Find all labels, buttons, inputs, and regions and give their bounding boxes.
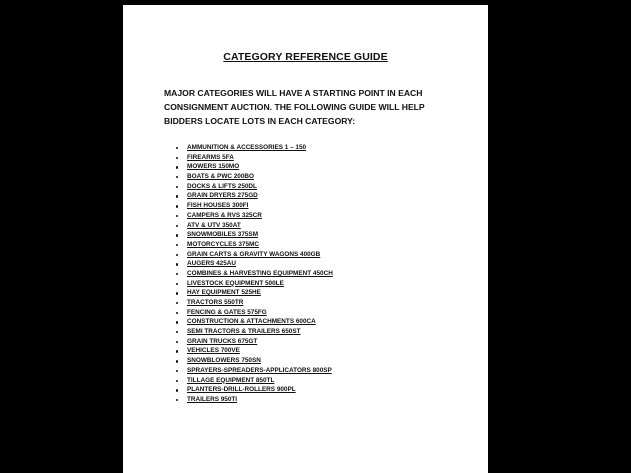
category-label: SNOWBLOWERS 750SN — [187, 357, 261, 365]
category-label: DOCKS & LIFTS 250DL — [187, 182, 257, 190]
category-label: AMMUNITION & ACCESSORIES 1 – 150 — [187, 144, 307, 151]
category-label: FISH HOUSES 300FI — [187, 202, 249, 210]
category-label: TILLAGE EQUIPMENT 850TL — [187, 376, 275, 384]
category-item — [164, 269, 333, 279]
category-label: GRAIN CARTS & GRAVITY WAGONS 400GB — [187, 250, 321, 258]
category-item — [164, 356, 333, 366]
category-item — [164, 346, 333, 356]
bullet-icon — [176, 147, 178, 149]
category-item — [164, 153, 333, 163]
bullet-icon — [176, 350, 178, 352]
bullet-icon — [176, 360, 178, 362]
bullet-icon — [176, 166, 178, 168]
bullet-icon — [176, 215, 178, 217]
category-item — [164, 240, 333, 250]
category-label: SEMI TRACTORS & TRAILERS 650ST — [187, 328, 301, 336]
category-item — [164, 337, 333, 347]
document-page — [123, 5, 488, 473]
category-item — [164, 221, 333, 231]
category-label: ATV & UTV 350AT — [187, 221, 241, 229]
category-list — [164, 143, 333, 405]
category-label: MOTORCYCLES 375MC — [187, 240, 259, 248]
category-item — [164, 376, 333, 386]
bullet-icon — [176, 380, 178, 382]
category-item — [164, 230, 333, 240]
category-label: BOATS & PWC 200BO — [187, 173, 254, 181]
category-item — [164, 162, 333, 172]
category-label: VEHICLES 700VE — [187, 347, 240, 355]
bullet-icon — [176, 195, 178, 197]
bullet-icon — [176, 370, 178, 372]
category-item — [164, 385, 333, 395]
category-item — [164, 182, 333, 192]
bullet-icon — [176, 389, 178, 391]
bullet-icon — [176, 234, 178, 236]
category-label: SPRAYERS-SPREADERS-APPLICATORS 800SP — [187, 366, 332, 374]
bullet-icon — [176, 244, 178, 246]
category-item — [164, 366, 333, 376]
bullet-icon — [176, 254, 178, 256]
bullet-icon — [176, 399, 178, 401]
category-item — [164, 327, 333, 337]
bullet-icon — [176, 225, 178, 227]
category-label: HAY EQUIPMENT 525HE — [187, 289, 261, 297]
bullet-icon — [176, 176, 178, 178]
category-label: GRAIN DRYERS 275GD — [187, 192, 258, 200]
category-item — [164, 395, 333, 405]
category-label: LIVESTOCK EQUIPMENT 500LE — [187, 279, 284, 287]
category-item — [164, 317, 333, 327]
category-item — [164, 288, 333, 298]
category-label: GRAIN TRUCKS 675GT — [187, 337, 258, 345]
category-item — [164, 279, 333, 289]
category-item — [164, 172, 333, 182]
category-label: SNOWMOBILES 375SM — [187, 231, 259, 239]
bullet-icon — [176, 263, 178, 265]
bullet-icon — [176, 273, 178, 275]
category-label: PLANTERS-DRILL-ROLLERS 900PL — [187, 386, 296, 394]
category-label: TRAILERS 950TI — [187, 395, 238, 403]
category-label: CONSTRUCTION & ATTACHMENTS 600CA — [187, 318, 316, 326]
category-item — [164, 143, 333, 153]
intro-paragraph: MAJOR CATEGORIES WILL HAVE A STARTING POINT IN EACH CONSIGNMENT AUCTION. THE FOLLOWING GUIDE WILL HELP BIDDERS LOCATE LOTS IN EACH CATEGORY: — [164, 88, 425, 126]
category-item — [164, 250, 333, 260]
bullet-icon — [176, 157, 178, 159]
bullet-icon — [176, 205, 178, 207]
bullet-icon — [176, 302, 178, 304]
bullet-icon — [176, 331, 178, 333]
category-item — [164, 308, 333, 318]
bullet-icon — [176, 283, 178, 285]
document-title: CATEGORY REFERENCE GUIDE — [223, 51, 388, 63]
bullet-icon — [176, 341, 178, 343]
category-item — [164, 298, 333, 308]
category-label: FENCING & GATES 575FG — [187, 308, 267, 316]
bullet-icon — [176, 186, 178, 188]
category-label: MOWERS 150MO — [187, 163, 240, 171]
category-label: COMBINES & HARVESTING EQUIPMENT 450CH — [187, 269, 333, 277]
bullet-icon — [176, 292, 178, 294]
category-item — [164, 211, 333, 221]
category-label: CAMPERS & RVS 325CR — [187, 211, 262, 219]
category-item — [164, 191, 333, 201]
bullet-icon — [176, 321, 178, 323]
category-item — [164, 259, 333, 269]
category-label: AUGERS 425AU — [187, 260, 237, 268]
bullet-icon — [176, 312, 178, 314]
category-item — [164, 201, 333, 211]
category-label: FIREARMS 5FA — [187, 153, 234, 161]
category-label: TRACTORS 550TR — [187, 299, 244, 306]
